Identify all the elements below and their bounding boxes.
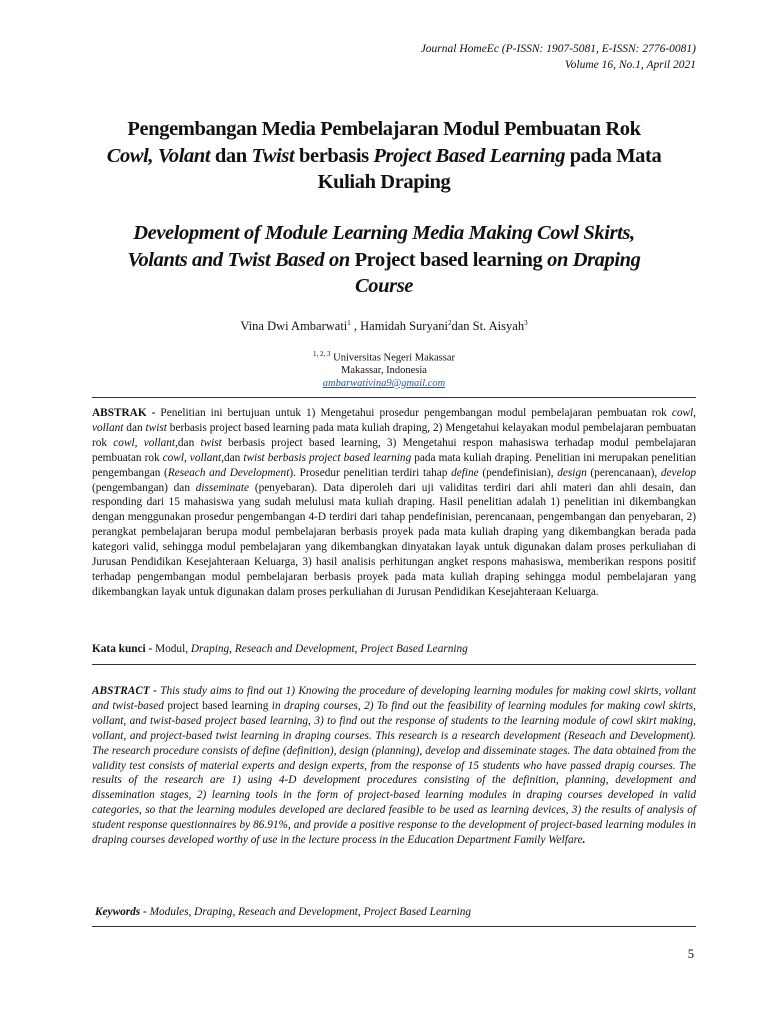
title-id-term-twist: Twist [251, 144, 295, 167]
affiliation-superscript: 1, 2, 3 [312, 350, 331, 358]
title-id-text: pada Mata [565, 144, 662, 167]
title-en-text: on Draping [542, 248, 641, 271]
abstrak-text: (pengembangan) dan [92, 481, 196, 494]
divider-top [92, 397, 696, 398]
title-id-line1: Pengembangan Media Pembelajaran Modul Pembuatan Rok [127, 118, 641, 140]
author-superscript: 1 [347, 319, 351, 327]
abstrak-text: pada mata kuliah draping. Penelitian ini merupakan penelitian pengembangan ( [92, 451, 696, 479]
title-id-text: berbasis [294, 144, 374, 167]
abstrak-paragraph [92, 406, 696, 600]
abstrak-label: ABSTRAK - [92, 407, 156, 419]
title-en-text: Development of Module Learning Media Making Cowl Skirts, [133, 222, 635, 244]
kata-kunci-text: , [354, 643, 361, 655]
title-id-term-cowl-volant: Cowl, Volant [106, 144, 211, 167]
abstrak-term: disseminate [195, 481, 250, 494]
abstract-label: ABSTRACT - [92, 685, 157, 697]
author-superscript: 2 [448, 319, 452, 327]
abstrak-term: twist berbasis project based learning [243, 451, 412, 464]
author-name: , Hamidah Suryani [350, 319, 448, 334]
abstrak-text: Penelitian ini bertujuan untuk 1) Mengetahui prosedur pengembangan modul pembelajaran pembuatan rok [155, 407, 672, 419]
abstrak-term: define [451, 466, 479, 479]
divider-bottom [92, 926, 696, 927]
keywords-label: Keywords - [95, 906, 147, 918]
author-name: dan St. Aisyah [451, 319, 525, 334]
abstrak-term: Reseach and Development [167, 466, 290, 479]
kata-kunci-text: Modul, [152, 643, 191, 655]
author-name: Vina Dwi Ambarwati [240, 319, 348, 334]
abstrak-text: (pendefinisian), [478, 466, 558, 479]
abstrak-term: design [557, 466, 587, 479]
university-name: Universitas Negeri Makassar [333, 352, 455, 364]
title-id-line3: Kuliah Draping [317, 171, 451, 193]
abstrak-text: (perencanaan), [586, 466, 661, 479]
abstract-text: This study aims to find out 1) Knowing the procedure of developing learning modules for making cowl skirts, vollant and twist-based [92, 685, 696, 712]
affiliation [200, 348, 568, 391]
kata-kunci-line [92, 643, 696, 655]
abstrak-term: cowl, vollant [92, 407, 696, 434]
abstract-text: in draping courses, 2) To find out the feasibility of learning modules for making cowl skirts, vollant, and twist-based project based learning, 3) to find out the response of students to the learning module of cowl skirt making, vollant, and project-based twist learning in draping courses. This research is a research development (Reseach and Development). The research procedure consists of define (definition), design (planning), develop and disseminate stages. The data obtained from the validity test consists of material experts and design experts, from the response of 15 students who have passed drapig courses. The results of the research are 1) using 4-D development procedures consisting of the definition, planning, development and dissemination stages, 2) learning tools in the form of project-based learning modules in draping courses developed in valid categories, so that the learning modules developed are declared feasible to be used as learning devices, 3) the results of analysis of student response questionnaires by 86.91%, and provide a positive response to the development of project-based learning modules in draping courses developed worthy of use in the lecture process in the Education Department Family Welfare [92, 699, 697, 847]
abstrak-term: cowl, vollant [113, 436, 176, 449]
abstract-paragraph [92, 684, 696, 848]
title-english [60, 220, 708, 300]
abstrak-text: (penyebaran). Data diperoleh dari uji validitas terdiri dari ahli materi dan ahli desain, dan responding dari 15 mahasiswa yang sudah melulusi mata kuliah draping. Hasil penelitian adalah 1) penelitian ini dikembangkan dengan menggunakan prosedur pengembangan 4-D terdiri dari tahap pendefinisian, perencanaan, pengembangan dan penyebaran, 2) perangkat pembelajaran berupa modul pembelajaran berbasis proyek pada mata kuliah draping yang dikembangkan berada pada kategori valid, sehingga modul pembelajaran yang dikembangkan dinyatakan layak untuk digunakan dalam proses perkuliahan di Jurusan Pendidikan Kesejahteraan Keluarga, 3) hasil analisis perhitungan angket respons mahasiswa, memberikan respons positif terhadap pengembangan modul pembelajaran berbasis proyek pada mata kuliah draping sehingga modul pembelajaran yang dikembangkan layak untuk digunakan dalam proses perkuliahan di Jurusan Pendidikan Kesejahteraan Keluarga. [92, 481, 696, 598]
abstrak-text: ,dan [175, 436, 201, 449]
title-id-term-pbl: Project Based Learning [373, 144, 566, 167]
abstract-end: . [582, 834, 586, 847]
title-en-line1 [60, 220, 708, 247]
author-superscript: 3 [524, 319, 528, 327]
page-number: 5 [687, 947, 694, 961]
journal-volume: Volume 16, No.1, April 2021 [564, 59, 696, 71]
keywords-line [95, 906, 699, 918]
keywords-text: Modules, Draping, Reseach and Development, Project Based Learning [146, 906, 472, 918]
title-en-line3 [60, 273, 708, 300]
abstrak-term: develop [660, 466, 697, 479]
kata-kunci-label: Kata kunci - [92, 643, 153, 655]
divider-middle [92, 664, 696, 665]
kata-kunci-term: Draping [190, 643, 230, 655]
abstrak-text: berbasis project based learning pada mata kuliah draping, 2) Mengetahui kelayakan modul pembelajaran pembuatan rok [92, 421, 697, 449]
abstract-term-pbl: project based learning [167, 699, 269, 712]
affiliation-city: Makassar, Indonesia [341, 365, 427, 377]
author-list [60, 319, 708, 334]
abstrak-text: dan [123, 421, 146, 434]
abstrak-term: twist [200, 436, 222, 449]
journal-name: Journal HomeEc (P-ISSN: 1907-5081, E-ISSN: 2776-0081) [420, 43, 696, 55]
title-indonesian [60, 116, 708, 196]
title-en-text: Course [355, 275, 413, 297]
affiliation-university [200, 348, 568, 365]
author-email-link[interactable]: ambarwativina9@gmail.com [322, 378, 446, 390]
kata-kunci-term: Reseach and Development [234, 643, 355, 655]
journal-header [421, 41, 696, 73]
kata-kunci-term: Project Based Learning [360, 643, 468, 655]
abstrak-text: ,dan [221, 451, 244, 464]
abstrak-text: ). Prosedur penelitian terdiri tahap [289, 466, 452, 479]
title-id-line2 [60, 143, 708, 170]
title-id-text: dan [210, 144, 252, 167]
abstrak-text: berbasis project based learning, 3) Mengetahui respon mahasiswa terhadap modul pembelajaran pembuatan rok [92, 436, 696, 464]
kata-kunci-text: , [229, 643, 235, 655]
title-en-term-pbl: Project based learning [354, 248, 543, 271]
abstrak-term: twist [145, 421, 167, 434]
abstrak-term: cowl, vollant [162, 451, 222, 464]
title-en-line2 [60, 247, 708, 274]
title-en-text: Volants and Twist Based on [127, 248, 355, 271]
